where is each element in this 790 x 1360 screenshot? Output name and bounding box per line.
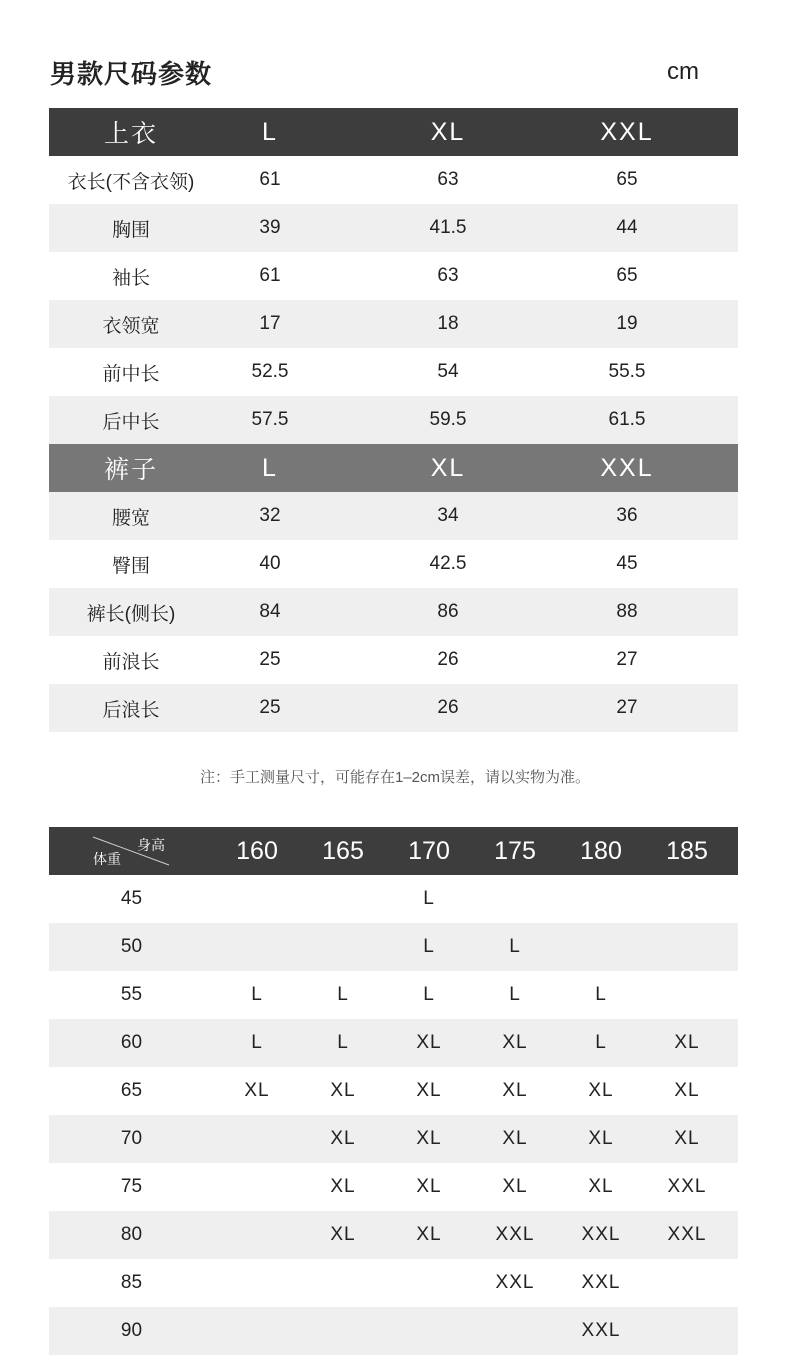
table-row [49,684,738,732]
table-row [49,1163,738,1211]
value-cell: 57.5 [251,409,289,430]
weight-cell: 80 [120,1224,143,1245]
size-cell: XL [244,1080,270,1101]
table-row [49,300,738,348]
table-row [49,492,738,540]
value-cell: 19 [616,313,638,334]
size-cell: XXL [581,1272,621,1293]
weight-cell: 65 [120,1080,143,1101]
row-label: 腰宽 [111,507,150,529]
value-cell: 25 [259,697,281,718]
row-label: 衣领宽 [102,315,160,337]
header-cell: 上衣 [103,120,158,148]
size-cell: XXL [495,1272,535,1293]
value-cell: 27 [616,649,638,670]
table-row [49,923,738,971]
height-header: 170 [408,836,450,865]
table-row [49,1211,738,1259]
value-cell: 61 [259,169,281,190]
header-cell: XXL [600,117,654,146]
size-cell: L [337,1032,349,1053]
header-cell: XXL [600,453,654,482]
weight-cell: 75 [120,1176,143,1197]
height-header: 185 [666,836,708,865]
weight-cell: 60 [120,1032,143,1053]
weight-cell: 55 [120,984,143,1005]
size-cell: XXL [667,1224,707,1245]
size-cell: L [509,984,521,1005]
weight-cell: 50 [120,936,143,957]
header-cell: L [262,117,278,146]
size-cell: XL [588,1176,614,1197]
height-header: 165 [322,836,364,865]
size-cell: XL [416,1176,442,1197]
row-label: 后中长 [102,411,160,433]
size-cell: XL [330,1176,356,1197]
size-cell: XXL [581,1320,621,1341]
corner-cell [49,827,214,875]
value-cell: 42.5 [429,553,467,574]
header-cell: XL [430,453,466,482]
value-cell: 39 [259,217,281,238]
size-cell: XXL [667,1176,707,1197]
value-cell: 45 [616,553,638,574]
height-header-row [49,827,738,875]
size-cell: XL [416,1128,442,1149]
header-cell: 裤子 [103,456,158,484]
table-row [49,1307,738,1355]
size-cell: XXL [495,1224,535,1245]
size-cell: XL [330,1080,356,1101]
measurement-note: 注：手工测量尺寸，可能存在1–2cm误差，请以实物为准。 [199,769,591,786]
size-cell: XL [674,1128,700,1149]
table-row [49,540,738,588]
weight-cell: 90 [120,1320,143,1341]
row-label: 臀围 [111,555,150,577]
diagonal-divider [49,827,214,875]
size-cell: L [251,984,263,1005]
row-label: 前中长 [102,363,160,385]
height-header: 175 [494,836,536,865]
row-label: 袖长 [111,267,150,289]
size-cell: L [337,984,349,1005]
size-cell: XL [502,1032,528,1053]
size-recommendation-table [49,827,738,1355]
size-cell: XL [674,1032,700,1053]
weight-cell: 85 [120,1272,143,1293]
value-cell: 27 [616,697,638,718]
size-cell: XL [416,1080,442,1101]
unit-label: cm [667,58,699,85]
value-cell: 17 [259,313,281,334]
row-label: 前浪长 [102,651,160,673]
table-row [49,348,738,396]
size-table [49,108,738,732]
row-label: 后浪长 [102,699,160,721]
row-label: 裤长(侧长) [86,603,176,625]
top-header-row [49,108,738,156]
row-label: 衣长(不含衣领) [67,171,195,193]
size-cell: XL [674,1080,700,1101]
value-cell: 26 [437,697,459,718]
table-row [49,204,738,252]
weight-cell: 45 [120,888,143,909]
value-cell: 40 [259,553,281,574]
table-row [49,875,738,923]
value-cell: 61.5 [608,409,646,430]
table-row [49,156,738,204]
row-label: 胸围 [111,219,150,241]
value-cell: 41.5 [429,217,467,238]
table-row [49,1067,738,1115]
value-cell: 88 [616,601,638,622]
table-row [49,252,738,300]
value-cell: 65 [616,265,638,286]
height-header: 180 [580,836,622,865]
size-cell: XL [588,1080,614,1101]
table-row [49,636,738,684]
size-cell: L [423,936,435,957]
size-cell: L [509,936,521,957]
size-cell: XL [330,1224,356,1245]
size-cell: XL [416,1032,442,1053]
value-cell: 63 [437,169,459,190]
page-title: 男款尺码参数 [50,59,213,89]
recommendation-body [49,875,738,1355]
value-cell: 65 [616,169,638,190]
value-cell: 84 [259,601,281,622]
value-cell: 32 [259,505,281,526]
value-cell: 63 [437,265,459,286]
value-cell: 44 [616,217,638,238]
height-header: 160 [236,836,278,865]
size-cell: XL [502,1128,528,1149]
value-cell: 52.5 [251,361,289,382]
pants-header-row [49,444,738,492]
value-cell: 25 [259,649,281,670]
size-cell: L [595,1032,607,1053]
value-cell: 59.5 [429,409,467,430]
value-cell: 86 [437,601,459,622]
value-cell: 61 [259,265,281,286]
header-cell: XL [430,117,466,146]
size-cell: L [423,888,435,909]
header-cell: L [262,453,278,482]
value-cell: 36 [616,505,638,526]
table-row [49,1019,738,1067]
table-row [49,1259,738,1307]
size-cell: XXL [581,1224,621,1245]
value-cell: 18 [437,313,459,334]
height-axis-label: 身高 [137,837,165,853]
table-row [49,396,738,444]
table-row [49,971,738,1019]
size-cell: L [423,984,435,1005]
size-cell: XL [588,1128,614,1149]
weight-axis-label: 体重 [93,851,121,867]
value-cell: 55.5 [608,361,646,382]
table-row [49,1115,738,1163]
size-cell: XL [416,1224,442,1245]
weight-cell: 70 [120,1128,143,1149]
value-cell: 34 [437,505,459,526]
value-cell: 54 [437,361,459,382]
size-cell: XL [502,1080,528,1101]
table-row [49,588,738,636]
size-cell: XL [502,1176,528,1197]
size-cell: XL [330,1128,356,1149]
size-cell: L [595,984,607,1005]
value-cell: 26 [437,649,459,670]
size-cell: L [251,1032,263,1053]
